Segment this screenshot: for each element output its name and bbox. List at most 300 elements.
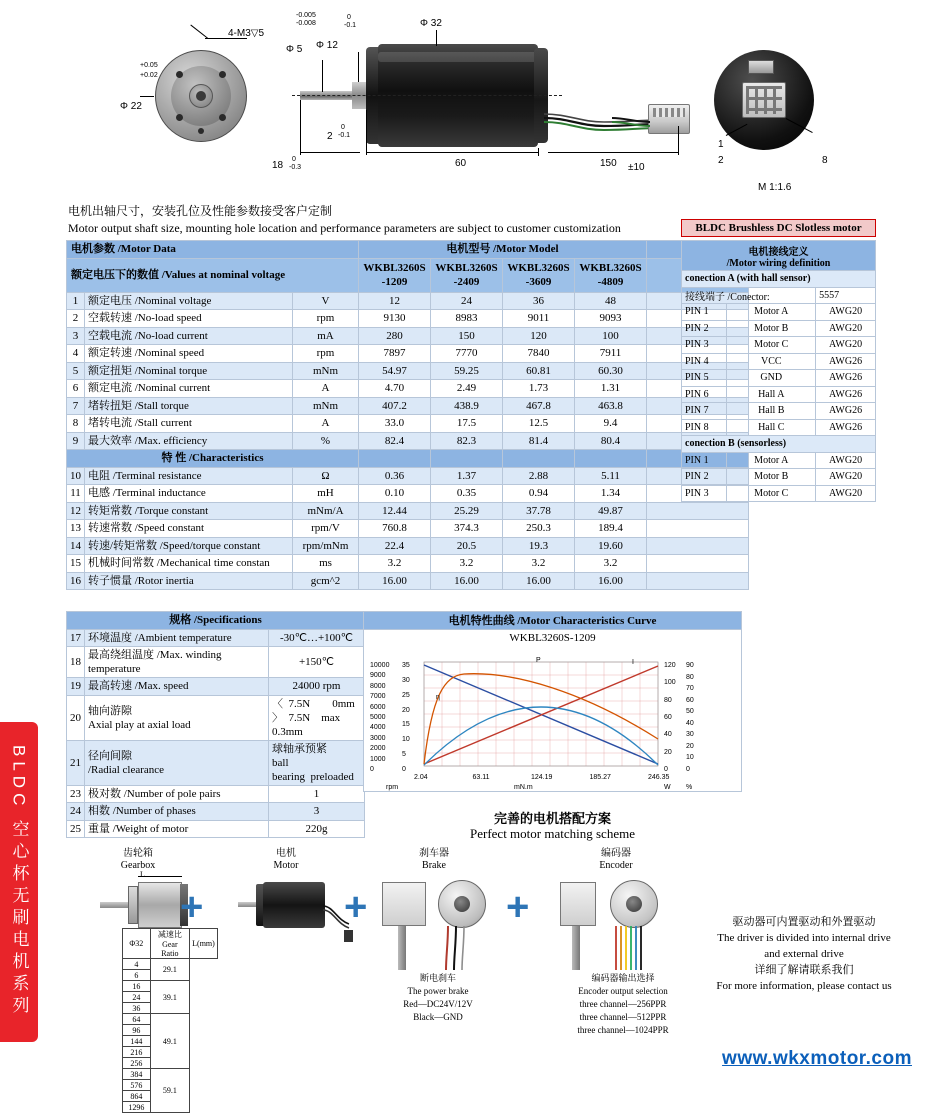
wiring-row: [682, 304, 876, 321]
gear-ratio-header-en: Gear Ratio: [161, 940, 179, 958]
row-index: 21: [67, 740, 85, 785]
wiring-pin: PIN 8: [682, 419, 727, 436]
dim-label-3: Φ 12: [316, 40, 338, 51]
motor-body-highlight: [378, 52, 538, 62]
gear-length-value: 29.1: [150, 959, 189, 981]
row-extra: [647, 572, 749, 590]
row-label: 轴向游隙 Axial play at axial load: [85, 695, 269, 740]
wiring-row: [682, 337, 876, 354]
curve-right-tick2: 80: [686, 673, 694, 681]
curve-right-tick2: 50: [686, 708, 694, 716]
model-col-1: [359, 258, 431, 292]
curve-right-tick2: 40: [686, 719, 694, 727]
char-sp1: [359, 450, 431, 468]
dim-label-4: Φ 32: [420, 18, 442, 29]
gear-ratio-value: 4: [123, 959, 151, 970]
mounting-hole-4: [219, 114, 226, 121]
gear-rows: [123, 959, 218, 1113]
row-value: 12: [359, 292, 431, 310]
curve-right-tick: 120: [664, 662, 676, 669]
row-value: 7770: [431, 345, 503, 363]
gear-ratio-value: 96: [123, 1025, 151, 1036]
model-col-4: [575, 258, 647, 292]
row-unit: rpm: [293, 310, 359, 328]
curve-right-tick: 40: [664, 731, 672, 739]
row-value: 82.3: [431, 432, 503, 450]
dim-label-11: 1: [718, 139, 724, 150]
model-1-line2: -1209: [381, 276, 408, 288]
row-value: 82.4: [359, 432, 431, 450]
wiring-row: [682, 485, 876, 502]
row-value: 37.78: [503, 502, 575, 520]
table-row: [67, 327, 749, 345]
model-2-line2: -2409: [453, 276, 480, 288]
wiring-row: [682, 320, 876, 337]
table-row: [67, 803, 365, 821]
row-value: 24000 rpm: [269, 678, 365, 696]
plus-sign-2: +: [344, 885, 368, 929]
wiring-rows-a: [682, 304, 876, 436]
table-row: [67, 292, 749, 310]
wiring-signal: Hall C: [727, 419, 816, 436]
dim-label-22: 0: [292, 156, 296, 163]
row-value: 3.2: [503, 555, 575, 573]
row-value: 0.35: [431, 485, 503, 503]
row-value: 8983: [431, 310, 503, 328]
caption-gearbox-cn: 齿轮箱: [123, 848, 153, 859]
row-value: 374.3: [431, 520, 503, 538]
wiring-row: [682, 452, 876, 469]
motor-data-table-wrap: [66, 240, 749, 590]
row-value: 2.88: [503, 467, 575, 485]
row-value: 22.4: [359, 537, 431, 555]
row-label: 最大效率 /Max. efficiency: [85, 432, 293, 450]
driver-note-1: The driver is divided into internal drive: [717, 932, 891, 944]
technical-drawing: [0, 0, 928, 200]
side-tab-series-label: BLDC 空心杯无刷电机系列: [0, 722, 38, 1042]
wiring-pin: PIN 2: [682, 320, 727, 337]
driver-note-4: For more information, please contact us: [716, 980, 892, 992]
row-value: 2.49: [431, 380, 503, 398]
row-index: 1: [67, 292, 85, 310]
dim-ext-1: [300, 100, 301, 155]
row-index: 20: [67, 695, 85, 740]
wiring-signal: VCC: [727, 353, 816, 370]
website-link[interactable]: www.wkxmotor.com: [722, 1048, 912, 1069]
curve-left-tick: 10000: [370, 662, 390, 669]
row-unit: rpm: [293, 345, 359, 363]
wiring-pin: PIN 3: [682, 485, 727, 502]
row-index: 12: [67, 502, 85, 520]
dim-label-6: 18: [272, 160, 284, 171]
caption-brake: [388, 848, 480, 872]
row-value: 33.0: [359, 415, 431, 433]
row-value: 0.10: [359, 485, 431, 503]
row-label: 额定扭矩 /Nominal torque: [85, 362, 293, 380]
row-index: 15: [67, 555, 85, 573]
row-value: 12.44: [359, 502, 431, 520]
connector-value: 5557: [816, 287, 876, 304]
curve-left-tick2: 35: [402, 662, 410, 669]
row-index: 10: [67, 467, 85, 485]
row-value: 9093: [575, 310, 647, 328]
wiring-signal: Motor A: [727, 304, 816, 321]
table-row: [67, 678, 365, 696]
row-value: 9.4: [575, 415, 647, 433]
caption-motor-en: Motor: [273, 860, 299, 871]
model-4-line1: WKBL3260S: [579, 262, 642, 274]
gear-ratio-value: 216: [123, 1047, 151, 1058]
char-sp2: [431, 450, 503, 468]
row-value: 3.2: [359, 555, 431, 573]
encoder-note-3: three channel—512PPR: [579, 1012, 667, 1022]
table-row: [67, 555, 749, 573]
curve-right-tick: 20: [664, 748, 672, 756]
caption-encoder-cn: 编码器: [601, 848, 631, 859]
caption-encoder-en: Encoder: [599, 860, 633, 871]
row-index: 25: [67, 820, 85, 838]
wiring-signal: GND: [727, 370, 816, 387]
row-value: 189.4: [575, 520, 647, 538]
dim-label-9: ±10: [628, 162, 645, 173]
caption-motor: [240, 848, 332, 872]
scheme-title-cn: 完善的电机搭配方案: [493, 811, 611, 826]
wiring-signal: Motor C: [727, 485, 816, 502]
dim-line-phi5: [322, 60, 323, 92]
row-label: 转矩常数 /Torque constant: [85, 502, 293, 520]
plus-sign-1: +: [180, 885, 204, 929]
curve-axis-unit: mN.m: [514, 784, 533, 791]
row-label: 环境温度 /Ambient temperature: [85, 629, 269, 647]
curve-axis-unit: %: [686, 784, 693, 791]
wiring-signal: Motor A: [727, 452, 816, 469]
encoder-note-1: Encoder output selection: [578, 986, 668, 996]
table-row: [67, 432, 749, 450]
curve-right-tick2: 0: [686, 766, 690, 773]
mounting-hole-1: [176, 71, 183, 78]
row-value: 60.30: [575, 362, 647, 380]
curve-left-tick2: 20: [402, 706, 410, 714]
curve-left-tick2: 0: [402, 766, 406, 773]
wiring-row: [682, 469, 876, 486]
row-label: 额定转速 /Nominal speed: [85, 345, 293, 363]
curve-x-tick: 246.35: [648, 774, 670, 781]
brake-note-0: 断电刹车: [419, 973, 456, 983]
row-value: 463.8: [575, 397, 647, 415]
curve-left-tick: 6000: [370, 703, 386, 711]
wiring-signal: Motor C: [727, 337, 816, 354]
row-index: 14: [67, 537, 85, 555]
table-row: [67, 572, 749, 590]
wiring-signal: Hall B: [727, 403, 816, 420]
row-label: 额定电压 /Nominal voltage: [85, 292, 293, 310]
gear-ratio-value: 384: [123, 1069, 151, 1080]
model-3-line2: -3609: [525, 276, 552, 288]
gear-ratio-value: 1296: [123, 1102, 151, 1113]
connector-label: 接线端子 /Conector:: [682, 287, 816, 304]
row-label: 极对数 /Number of pole pairs: [85, 785, 269, 803]
curve-left-tick: 7000: [370, 693, 386, 701]
table-row: [67, 537, 749, 555]
row-value: 5.11: [575, 467, 647, 485]
gear-ratio-table-wrap: [122, 928, 218, 1113]
row-index: 18: [67, 647, 85, 678]
brake-note-1: The power brake: [407, 986, 469, 996]
gear-ratio-value: 16: [123, 981, 151, 992]
spec-title: 规格 /Specifications: [67, 612, 365, 630]
spec-table-wrap: [66, 611, 365, 838]
curve-left-tick: 1000: [370, 755, 386, 763]
row-value: 438.9: [431, 397, 503, 415]
dim-label-12: 2: [718, 155, 724, 166]
row-index: 23: [67, 785, 85, 803]
row-index: 17: [67, 629, 85, 647]
row-label: 转速常数 /Speed constant: [85, 520, 293, 538]
wiring-awg: AWG26: [816, 370, 876, 387]
dim-label-17: -0.008: [296, 20, 316, 27]
motor-model-header: 电机型号 /Motor Model: [359, 241, 647, 259]
table-row: [67, 740, 365, 785]
curve-axis-unit: rpm: [386, 784, 399, 791]
driver-note-0: 驱动器可内置驱动和外置驱动: [732, 916, 876, 928]
row-extra: [647, 520, 749, 538]
dim-line-phi12: [358, 52, 359, 82]
model-3-line1: WKBL3260S: [507, 262, 570, 274]
wiring-awg: AWG20: [816, 485, 876, 502]
row-label: 堵转扭矩 /Stall torque: [85, 397, 293, 415]
row-value: 16.00: [431, 572, 503, 590]
dim-label-7: 60: [455, 158, 467, 169]
gear-length-value: 59.1: [150, 1069, 189, 1113]
rear-top-tab: [748, 60, 774, 74]
curve-right-tick2: 10: [686, 754, 694, 762]
dim-ext-2: [366, 110, 367, 155]
gear-table-dia: Φ32: [123, 929, 151, 959]
wiring-pin: PIN 7: [682, 403, 727, 420]
curve-x-tick: 2.04: [414, 774, 428, 781]
mounting-hole-5: [198, 128, 204, 134]
row-extra: [647, 555, 749, 573]
row-index: 24: [67, 803, 85, 821]
gear-ratio-value: 144: [123, 1036, 151, 1047]
scheme-title-en: Perfect motor matching scheme: [470, 826, 635, 841]
row-value: 3.2: [575, 555, 647, 573]
curve-axis-unit: W: [664, 784, 671, 791]
wiring-title-cn: 电机接线定义: [748, 246, 809, 258]
wiring-rows-b: [682, 452, 876, 502]
svg-text:η: η: [436, 694, 440, 701]
dim-line-60: [366, 152, 538, 153]
caption-motor-cn: 电机: [276, 848, 296, 859]
row-value: 1.73: [503, 380, 575, 398]
row-value: 407.2: [359, 397, 431, 415]
dim-label-14: +0.05: [140, 62, 158, 69]
gear-row: [123, 959, 218, 970]
dim-label-0: 4-M3▽5: [228, 28, 265, 39]
row-label: 空载电流 /No-load current: [85, 327, 293, 345]
row-value: 16.00: [503, 572, 575, 590]
row-value: 7911: [575, 345, 647, 363]
row-value: 9011: [503, 310, 575, 328]
row-label: 转子惯量 /Rotor inertia: [85, 572, 293, 590]
characteristics-title: 特 性 /Characteristics: [67, 450, 359, 468]
row-unit: ms: [293, 555, 359, 573]
row-value: 1.34: [575, 485, 647, 503]
customization-note-en: Motor output shaft size, mounting hole location and performance parameters are subject to customer customization: [68, 221, 621, 235]
characteristics-rows: [67, 467, 749, 590]
curve-right-tick: 0: [664, 766, 668, 773]
model-col-2: [431, 258, 503, 292]
mounting-hole-2: [219, 71, 226, 78]
row-index: 4: [67, 345, 85, 363]
table-row: [67, 520, 749, 538]
gear-ratio-value: 24: [123, 992, 151, 1003]
char-sp4: [575, 450, 647, 468]
model-2-line1: WKBL3260S: [435, 262, 498, 274]
table-row: [67, 310, 749, 328]
row-index: 5: [67, 362, 85, 380]
table-row: [67, 785, 365, 803]
row-label: 机械时间常数 /Mechanical time constan: [85, 555, 293, 573]
row-value: 280: [359, 327, 431, 345]
row-label: 相数 /Number of phases: [85, 803, 269, 821]
row-value: 3: [269, 803, 365, 821]
wiring-title: [682, 241, 876, 271]
row-unit: mNm: [293, 397, 359, 415]
row-value: 1.37: [431, 467, 503, 485]
mounting-hole-3: [176, 114, 183, 121]
row-value: 1: [269, 785, 365, 803]
row-index: 13: [67, 520, 85, 538]
row-index: 11: [67, 485, 85, 503]
row-value: 150: [431, 327, 503, 345]
curve-left-tick2: 30: [402, 676, 410, 684]
wiring-pin: PIN 1: [682, 304, 727, 321]
row-value: 1.31: [575, 380, 647, 398]
dim-ext-4: [678, 126, 679, 155]
curve-left-tick: 4000: [370, 724, 386, 732]
row-label: 空载转速 /No-load speed: [85, 310, 293, 328]
row-value: 36: [503, 292, 575, 310]
row-index: 16: [67, 572, 85, 590]
table-row: [67, 380, 749, 398]
row-unit: Ω: [293, 467, 359, 485]
wiring-awg: AWG20: [816, 452, 876, 469]
wiring-row: [682, 386, 876, 403]
row-value: 7897: [359, 345, 431, 363]
row-unit: gcm^2: [293, 572, 359, 590]
caption-gearbox-en: Gearbox: [120, 860, 156, 871]
curve-right-tick: 100: [664, 679, 676, 687]
wiring-row: [682, 403, 876, 420]
row-unit: mNm/A: [293, 502, 359, 520]
row-label: 最高绕组温度 /Max. winding temperature: [85, 647, 269, 678]
row-value: 17.5: [431, 415, 503, 433]
dim-label-19: -0.1: [344, 22, 357, 29]
row-unit: rpm/V: [293, 520, 359, 538]
wiring-awg: AWG26: [816, 403, 876, 420]
gear-ratio-value: 256: [123, 1058, 151, 1069]
gear-length-value: 49.1: [150, 1014, 189, 1069]
dim-ext-3: [538, 148, 539, 156]
curve-left-tick: 3000: [370, 734, 386, 742]
dim-label-23: -0.3: [289, 164, 302, 171]
wiring-awg: AWG26: [816, 419, 876, 436]
table-row: [67, 345, 749, 363]
brake-notes: [378, 972, 498, 1024]
table-row: [67, 647, 365, 678]
motor-data-title: 电机参数 /Motor Data: [67, 241, 359, 259]
wiring-table: [681, 240, 876, 502]
dim-line-150: [548, 152, 678, 153]
dim-line-18: [300, 152, 360, 153]
dim-line-phi32: [436, 30, 437, 46]
encoder-note-2: three channel—256PPR: [579, 999, 667, 1009]
row-value: 19.60: [575, 537, 647, 555]
row-value: 100: [575, 327, 647, 345]
gear-ratio-header: [150, 929, 189, 959]
row-label: 电感 /Terminal inductance: [85, 485, 293, 503]
wiring-awg: AWG20: [816, 337, 876, 354]
row-value: 81.4: [503, 432, 575, 450]
dim-label-2: Φ 5: [286, 44, 303, 55]
row-extra: [647, 502, 749, 520]
driver-note-3: 详细了解请联系我们: [754, 964, 854, 976]
row-extra: [647, 537, 749, 555]
dim-label-21: -0.1: [338, 132, 351, 139]
row-label: 电阻 /Terminal resistance: [85, 467, 293, 485]
table-row: [67, 485, 749, 503]
row-label: 最高转速 /Max. speed: [85, 678, 269, 696]
row-unit: mH: [293, 485, 359, 503]
wiring-signal: Hall A: [727, 386, 816, 403]
row-value: +150℃: [269, 647, 365, 678]
dim-label-8: 150: [600, 158, 617, 169]
dim-label-18: 0: [347, 14, 351, 21]
row-value: 80.4: [575, 432, 647, 450]
dim-label-16: -0.005: [296, 12, 316, 19]
encoder-note-0: 编码器输出选择: [591, 973, 655, 983]
curve-left-tick: 8000: [370, 682, 386, 690]
row-index: 3: [67, 327, 85, 345]
wiring-section-b: conection B (sensorless): [682, 436, 876, 453]
bldc-banner: BLDC Brushless DC Slotless motor: [681, 219, 876, 237]
row-unit: %: [293, 432, 359, 450]
row-value: 24: [431, 292, 503, 310]
row-value: 12.5: [503, 415, 575, 433]
row-value: 20.5: [431, 537, 503, 555]
caption-brake-cn: 刹车器: [419, 848, 449, 859]
wiring-signal: Motor B: [727, 320, 816, 337]
spec-table: [66, 611, 365, 838]
row-value: 760.8: [359, 520, 431, 538]
wiring-awg: AWG26: [816, 386, 876, 403]
connector-wires: [612, 106, 652, 134]
curve-left-tick: 2000: [370, 745, 386, 753]
row-unit: rpm/mNm: [293, 537, 359, 555]
row-value: -30℃…+100℃: [269, 629, 365, 647]
row-unit: V: [293, 292, 359, 310]
row-value: 59.25: [431, 362, 503, 380]
table-row: [67, 820, 365, 838]
nominal-rows: [67, 292, 749, 450]
nominal-values-header: 额定电压下的数值 /Values at nominal voltage: [67, 258, 359, 292]
row-index: 7: [67, 397, 85, 415]
row-value: 220g: [269, 820, 365, 838]
dim-label-1: Φ 22: [120, 101, 142, 112]
wiring-pin: PIN 3: [682, 337, 727, 354]
table-row: [67, 502, 749, 520]
